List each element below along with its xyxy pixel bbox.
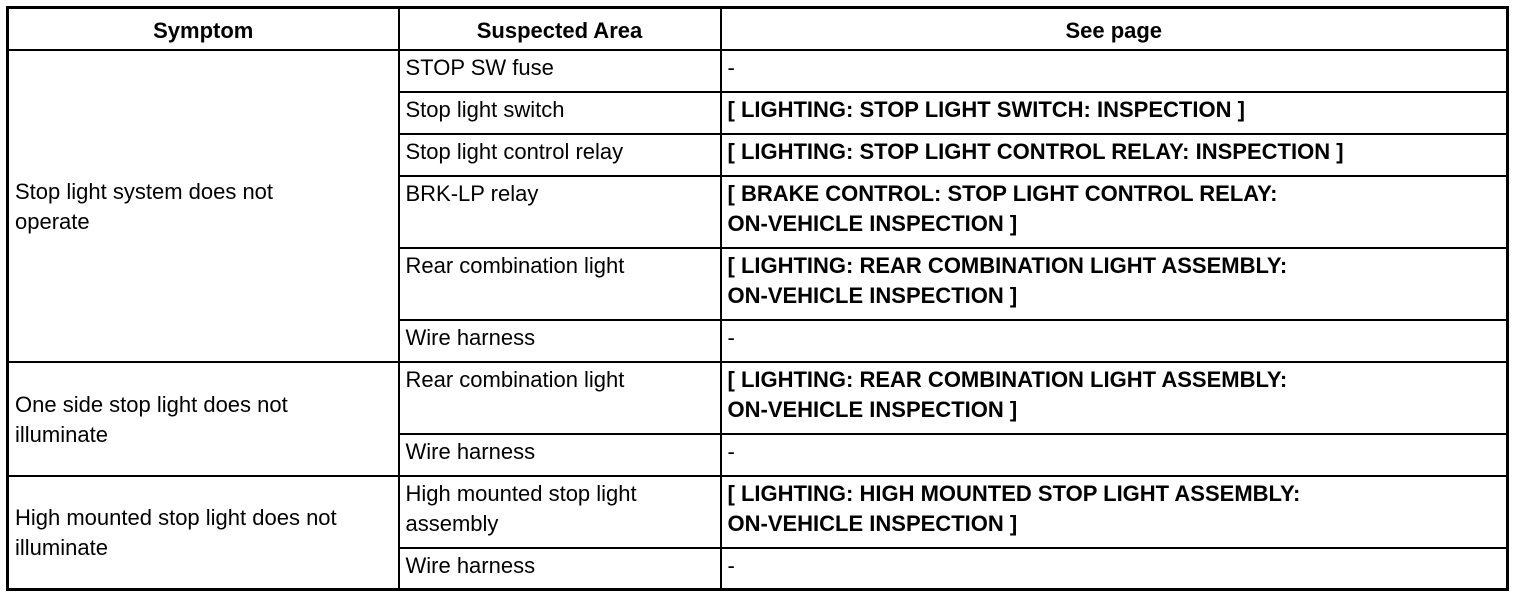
see-page-cell [721, 434, 1508, 476]
see-page-cell [721, 92, 1508, 134]
symptom-text: Stop light system does not operate [15, 178, 274, 234]
area-text: Rear combination light [405, 366, 625, 392]
table-row [8, 362, 1508, 434]
see-page-cell [721, 248, 1508, 320]
page-text: - [727, 54, 735, 80]
header-symptom: Symptom [8, 8, 399, 50]
suspected-area-cell [399, 50, 721, 92]
suspected-area-cell [399, 434, 721, 476]
suspected-area-cell [399, 248, 721, 320]
page-text: - [727, 438, 735, 464]
area-text: Wire harness [405, 552, 536, 578]
see-page-cell [721, 362, 1508, 434]
page-reference-link[interactable]: [ LIGHTING: REAR COMBINATION LIGHT ASSEMBLY: ON-VEHICLE INSPECTION ] [727, 252, 1288, 308]
area-text: Wire harness [405, 324, 536, 350]
suspected-area-cell [399, 176, 721, 248]
troubleshooting-table [6, 6, 1509, 591]
symptom-cell [8, 362, 399, 476]
see-page-cell [721, 476, 1508, 548]
see-page-cell [721, 176, 1508, 248]
area-text: Wire harness [405, 438, 536, 464]
symptom-text: High mounted stop light does not illuminate [15, 505, 337, 561]
symptom-cell [8, 50, 399, 362]
see-page-cell [721, 548, 1508, 590]
page-reference-link[interactable]: [ LIGHTING: HIGH MOUNTED STOP LIGHT ASSEMBLY: ON-VEHICLE INSPECTION ] [727, 480, 1301, 536]
suspected-area-cell [399, 134, 721, 176]
area-text: Rear combination light [405, 252, 625, 278]
area-text: High mounted stop light assembly [405, 480, 637, 536]
area-text: Stop light control relay [405, 138, 624, 164]
symptom-text: One side stop light does not illuminate [15, 391, 288, 447]
suspected-area-cell [399, 548, 721, 590]
table-row [8, 476, 1508, 548]
suspected-area-cell [399, 92, 721, 134]
see-page-cell [721, 50, 1508, 92]
suspected-area-cell [399, 362, 721, 434]
page-reference-link[interactable]: [ LIGHTING: STOP LIGHT SWITCH: INSPECTION ] [727, 96, 1245, 122]
header-see-page: See page [721, 8, 1508, 50]
area-text: STOP SW fuse [405, 54, 554, 80]
suspected-area-cell [399, 476, 721, 548]
page-text: - [727, 324, 735, 350]
page-reference-link[interactable]: [ LIGHTING: STOP LIGHT CONTROL RELAY: INSPECTION ] [727, 138, 1344, 164]
table-row [8, 50, 1508, 92]
header-row [8, 8, 1508, 50]
header-suspected-area: Suspected Area [399, 8, 721, 50]
suspected-area-cell [399, 320, 721, 362]
area-text: Stop light switch [405, 96, 565, 122]
area-text: BRK-LP relay [405, 180, 539, 206]
page-reference-link[interactable]: [ LIGHTING: REAR COMBINATION LIGHT ASSEMBLY: ON-VEHICLE INSPECTION ] [727, 366, 1288, 422]
see-page-cell [721, 134, 1508, 176]
symptom-cell [8, 476, 399, 590]
page-reference-link[interactable]: [ BRAKE CONTROL: STOP LIGHT CONTROL RELAY: ON-VEHICLE INSPECTION ] [727, 180, 1278, 236]
page-text: - [727, 552, 735, 578]
see-page-cell [721, 320, 1508, 362]
